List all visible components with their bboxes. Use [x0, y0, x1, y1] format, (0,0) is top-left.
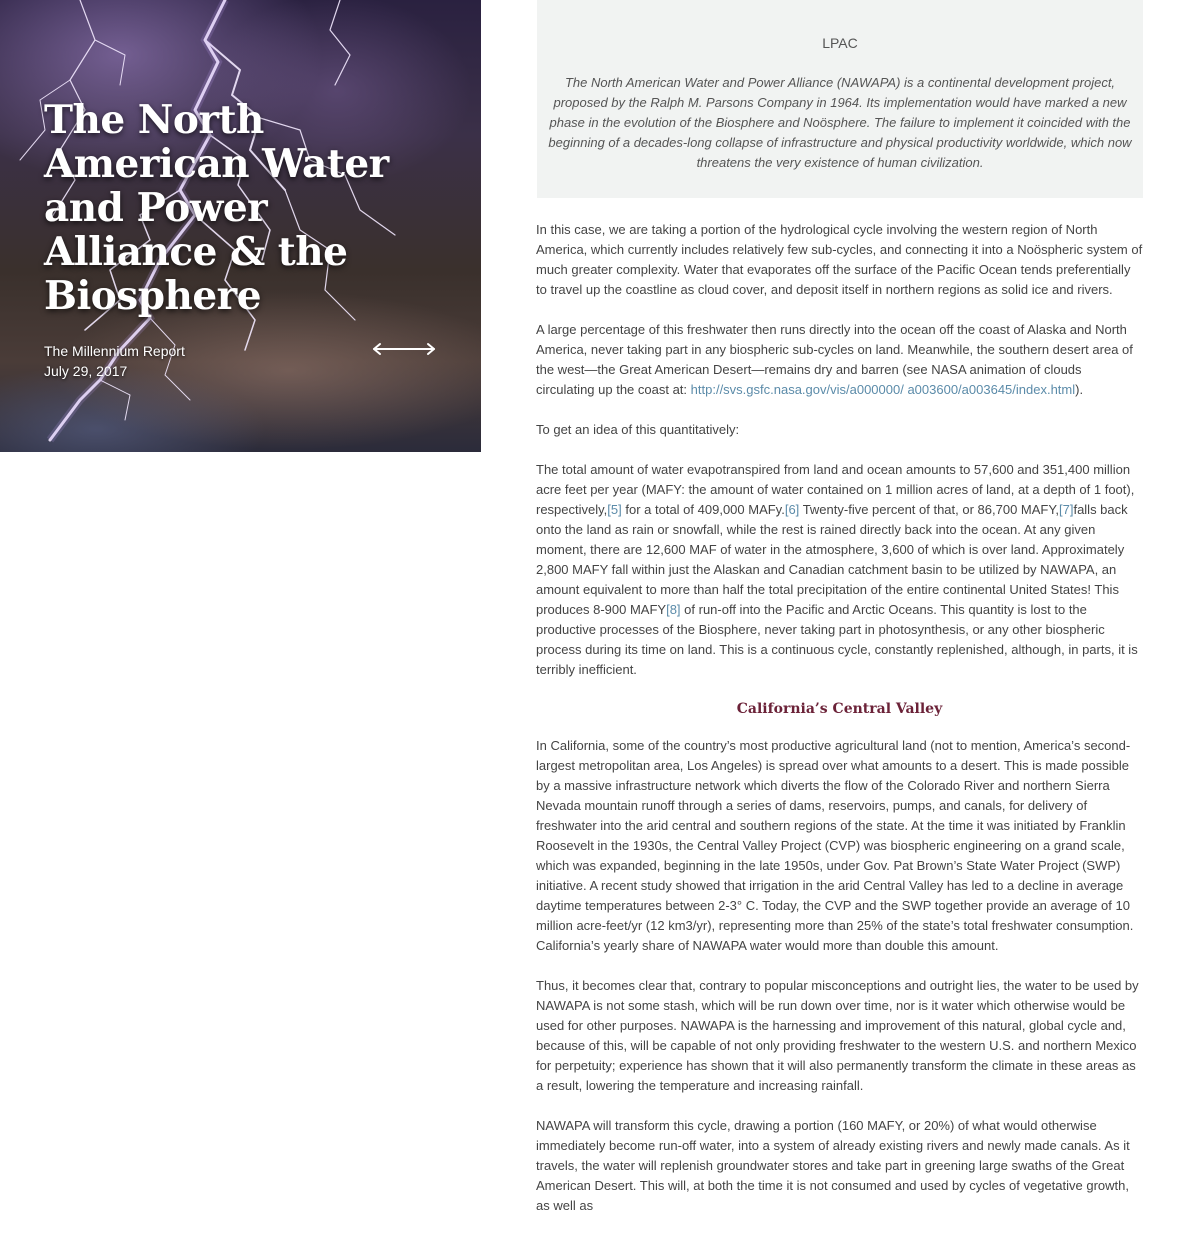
paragraph-text: falls back onto the land as rain or snowfall, while the rest is rained directly back into the ocean. At any given moment, there are 12,600 MAF of water in the atmosphere, 3,600 of which is over land. Approximately 2,800 MAFY fall within just the Alaskan and Canadian catchment basin to be utilized by NAWAPA, an amount equivalent to more than half the total precipitation of the entire continental United States! This produces 8-900 MAFY	[536, 502, 1128, 617]
paragraph-text: Twenty-five percent of that, or 86,700 MAFY,	[799, 502, 1059, 517]
paragraph-text: A large percentage of this freshwater then runs directly into the ocean off the coast of Alaska and North America, never taking part in any biospheric sub-cycles on land. Meanwhile, the southern desert area of the west—the Great American Desert—remains dry and barren (see NASA animation of clouds circulating up the coast at:	[536, 322, 1133, 397]
article-title: The North American Water and Power Alliance & the Biosphere	[44, 97, 389, 319]
paragraph-text: The total amount of water evapotranspired from land and ocean amounts to 57,600 and 351,400 million acre feet per year (MAFY: the amount of water contained on 1 million acres of land, at a depth of 1 foot), respectively,	[536, 462, 1135, 517]
paragraph: In this case, we are taking a portion of the hydrological cycle involving the western region of North America, which currently includes relatively few sub-cycles, and connecting it into a Noöspheric system of much greater complexity. Water that evaporates off the surface of the Pacific Ocean tends preferentially to travel up the coastline as cloud cover, and deposit itself in northern regions as solid ice and rivers.	[536, 222, 1143, 297]
footnote-link-6[interactable]: [6]	[784, 502, 800, 517]
abstract-box	[537, 0, 1143, 198]
abstract-summary: The North American Water and Power Alliance (NAWAPA) is a continental development project, proposed by the Ralph M. Parsons Company in 1964. Its implementation would have marked a new phase in the evolution of the Biosphere and Noösphere. The failure to implement it coincided with the beginning of a decades-long collapse of infrastructure and physical productivity worldwide, which now threatens the very existence of human civilization.	[548, 75, 1132, 170]
article-meta	[44, 341, 185, 381]
paragraph: In California, some of the country’s most productive agricultural land (not to mention, America’s second-largest metropolitan area, Los Angeles) is spread over what amounts to a desert. This is made possible by a massive infrastructure network which diverts the flow of the Colorado River and northern Sierra Nevada mountain runoff through a series of dams, reservoirs, pumps, and canals, for delivery of freshwater into the arid central and southern regions of the state. At the time it was initiated by Franklin Roosevelt in the 1930s, the Central Valley Project (CVP) was biospheric engineering on a grand scale, which was expanded, beginning in the late 1950s, under Gov. Pat Brown’s State Water Project (SWP) initiative. A recent study showed that irrigation in the arid Central Valley has led to a decline in average daytime temperatures between 2-3° C. Today, the CVP and the SWP together provide an average of 10 million acre-feet/yr (12 km3/yr), representing more than 25% of the state’s total freshwater consumption. California’s yearly share of NAWAPA water would more than double this amount.	[536, 738, 1134, 953]
section-heading: California’s Central Valley	[736, 701, 943, 717]
paragraph-text: for a total of 409,000 MAFy.	[621, 502, 785, 517]
hero-banner	[0, 0, 481, 452]
paragraph	[536, 320, 1143, 400]
article-body	[536, 220, 1143, 1236]
paragraph: NAWAPA will transform this cycle, drawing a portion (160 MAFY, or 20%) of what would otherwise immediately become run-off water, into a system of already existing rivers and newly made canals. As it travels, the water will replenish groundwater stores and take part in greening large swaths of the Great American Desert. This will, at both the time it is not consumed and used by cycles of vegetative growth, as well as	[536, 1118, 1130, 1213]
paragraph: Thus, it becomes clear that, contrary to popular misconceptions and outright lies, the water to be used by NAWAPA is not some stash, which will be run down over time, nor is it water which otherwise would be used for other purposes. NAWAPA is the harnessing and improvement of this natural, global cycle and, because of this, will be capable of not only providing freshwater to the western U.S. and northern Mexico for perpetuity; experience has shown that it will also permanently transform the climate in these areas as a result, lowering the temperature and increasing rainfall.	[536, 978, 1139, 1093]
paragraph: To get an idea of this quantitatively:	[536, 422, 740, 437]
paragraph-text: ).	[1075, 382, 1084, 397]
nasa-link[interactable]: http://svs.gsfc.nasa.gov/vis/a000000/ a003600/a003645/index.html	[690, 382, 1076, 397]
source-org: LPAC	[822, 35, 858, 51]
paragraph	[536, 460, 1143, 680]
footnote-link-7[interactable]: [7]	[1058, 502, 1074, 517]
paragraph-text: of run-off into the Pacific and Arctic Oceans. This quantity is lost to the productive processes of the Biosphere, never taking part in photosynthesis, or any other biospheric process during its time on land. This is a continuous cycle, constantly replenished, although, in parts, it is terribly inefficient.	[536, 602, 1138, 677]
double-arrow-icon[interactable]	[372, 340, 436, 358]
footnote-link-5[interactable]: [5]	[607, 502, 622, 517]
publish-date: July 29, 2017	[44, 363, 128, 379]
footnote-link-8[interactable]: [8]	[666, 602, 681, 617]
publication-name: The Millennium Report	[44, 343, 185, 359]
